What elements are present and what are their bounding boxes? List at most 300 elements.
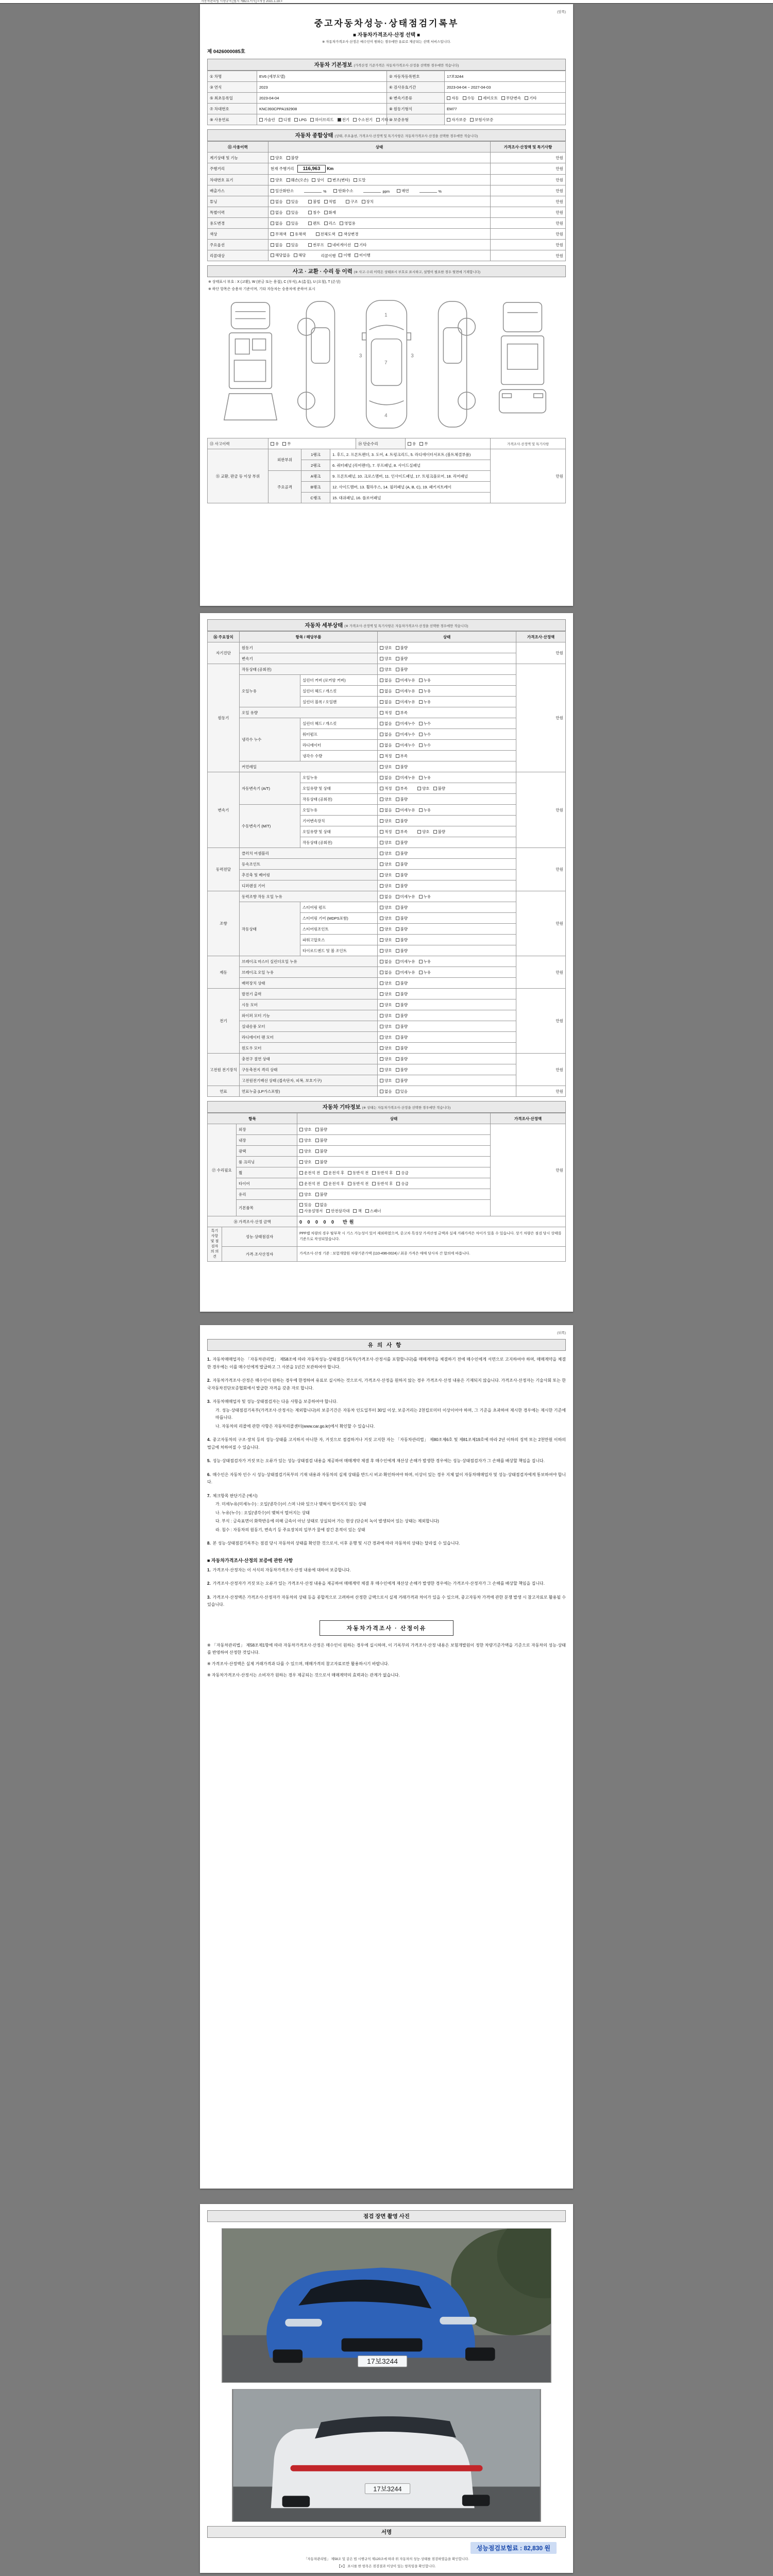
rank-name: 1랭크 (301, 449, 330, 460)
checkbox-icon (372, 1182, 376, 1185)
checkbox-label: 양호 (384, 1013, 392, 1018)
checkbox-label: 장치 (366, 199, 374, 204)
price-cell: 만원 (491, 175, 566, 185)
checkbox-option (396, 840, 408, 845)
row-state (378, 1054, 516, 1064)
checkbox-option (419, 894, 431, 900)
checkbox-label: 없음 (384, 807, 392, 812)
accident-history-row (208, 438, 566, 449)
notice-item: 1. 가격조사·산정자는 이 서식의 자동차가격조사·산정 내용에 대하여 보증합니다. (207, 1567, 351, 1572)
section-note: (※ 사고·수리 이력은 상태표시 부호로 표시하고, 설명이 필요한 경우 뒷면에 기재합니다) (354, 270, 480, 274)
checkbox-icon (380, 1014, 383, 1018)
checkbox-label: 없음 (275, 210, 283, 215)
checkbox-icon (396, 754, 399, 758)
checkbox-icon (396, 852, 399, 855)
notice-item: 1. 자동차매매업자는 「자동차관리법」 제58조에 따라 자동차성능·상태점검기록부(가격조사·산정서를 포함합니다)를 매매계약을 체결하기 전에 매수인에게 서면으로 고지하여야 하며, 매매계약을 체결한 경우에는 이를 매수인에게 발급하고 그 사본을 1년간 보관하여야 합니다. (207, 1357, 566, 1369)
checkbox-option (447, 117, 466, 123)
checkbox-icon (380, 733, 383, 736)
checkbox-icon (396, 1036, 399, 1039)
checkbox-option (396, 1002, 408, 1008)
checkbox-label: 해당없음 (275, 253, 290, 258)
notice-number: 7. (207, 1493, 211, 1498)
checkbox-label: 수동 (467, 95, 475, 100)
column-header: 상태 (268, 142, 491, 152)
row-label: 리콜대상 (208, 250, 268, 261)
row-label: 색상 (208, 229, 268, 240)
checkbox-label: 동반석 후 (377, 1181, 393, 1186)
checkbox-icon (396, 1182, 400, 1185)
checkbox-icon (380, 1003, 383, 1007)
checkbox-option (308, 221, 321, 226)
subitem-label: 작동상태 (공회전) (300, 794, 378, 805)
checkbox-option (346, 199, 358, 205)
field-value: KNC393CPPA192908 (257, 104, 387, 114)
checkbox-icon (380, 927, 383, 931)
price-cell: 만원 (491, 250, 566, 261)
checkbox-option (294, 117, 307, 123)
checkbox-option (396, 883, 408, 889)
car-diagram-left-side (288, 296, 349, 434)
checkbox-option (316, 231, 335, 237)
item-label: 자동변속기 (A/T) (240, 772, 300, 805)
checkbox-label: 없음 (320, 1202, 327, 1207)
car-diagrams (207, 296, 566, 434)
checkbox-label: 부족 (400, 710, 408, 715)
page-side: (뒤쪽) (557, 1331, 566, 1335)
notice-subitem: 가. 성능·상태점검기록부(가격조사·산정서는 제외합니다)의 보증기간은 자동차 인도일부터 30일 이상, 보증거리는 2천킬로미터 이상이어야 하며, 그 기준을 초과하여 제시한 경우에는 제시한 기준에 따릅니다. (215, 1408, 566, 1420)
checkbox-label: 양호 (384, 1056, 392, 1061)
basic-info-table (207, 71, 566, 125)
checkbox-option (380, 937, 392, 943)
checkbox-icon (353, 1209, 357, 1213)
checkbox-option (380, 1089, 392, 1094)
item-label: 윈도우 모터 (240, 1043, 378, 1054)
checkbox-label: 양호 (384, 872, 392, 877)
price-cell: 만원 (516, 956, 566, 989)
checkbox-option (380, 1045, 392, 1051)
checkbox-option (299, 1181, 320, 1187)
price-cell: 만원 (491, 152, 566, 163)
table-row (208, 218, 566, 229)
item-label: 발전기 출력 (240, 989, 378, 999)
wheel-right (465, 2347, 495, 2361)
checkbox-icon (419, 679, 423, 682)
row-state (268, 229, 491, 240)
price-cell: 만원 (516, 1054, 566, 1086)
checkbox-label: 누유 (423, 775, 431, 780)
checkbox-label: 없음 (384, 970, 392, 975)
checkbox-label: 있음 (400, 1089, 408, 1094)
checkbox-label: 양호 (384, 1067, 392, 1072)
checkbox-icon (396, 808, 399, 812)
column-header: ⑪ 사용이력 (208, 142, 268, 152)
table-row (208, 152, 566, 163)
checkbox-label: 세미오토 (483, 95, 498, 100)
checkbox-option (312, 177, 324, 183)
checkbox-icon (324, 222, 328, 225)
checkbox-icon (287, 156, 290, 160)
item-label: 변속기 (240, 653, 378, 664)
checkbox-option (380, 926, 392, 932)
section-title: 자동차 세부상태 (305, 622, 343, 629)
checkbox-label: 구조 (350, 199, 358, 204)
checkbox-label: 없음 (384, 1089, 392, 1094)
item-label: 구동축전지 격리 상태 (240, 1064, 378, 1075)
checkbox-icon (396, 1046, 399, 1050)
checkbox-label: 미세누유 (400, 894, 415, 899)
device-label: 고전원 전기장치 (208, 1054, 240, 1086)
checkbox-icon (380, 1046, 383, 1050)
checkbox-icon (299, 1203, 303, 1207)
section-title: 자동차 기본정보 (314, 62, 352, 68)
row-label: ⑬ 사고이력 (208, 438, 268, 449)
section-title: 사고 · 교환 · 수리 등 이력 (292, 268, 352, 275)
row-label: 광택 (237, 1146, 297, 1157)
checkbox-icon (380, 971, 383, 974)
checkbox-option (380, 894, 392, 900)
checkbox-label: 없음 (384, 742, 392, 748)
checkbox-label: 불량 (400, 861, 408, 867)
checkbox-icon (271, 156, 274, 160)
subitem-label: 스티어링조인트 (300, 924, 378, 935)
checkbox-label: 양호 (384, 883, 392, 888)
checkbox-icon (396, 1057, 399, 1061)
checkbox-option (287, 155, 299, 161)
checkbox-option (380, 742, 392, 748)
row-state (268, 250, 491, 261)
page-2 (200, 613, 573, 1312)
section-title: 자동차 종합상태 (295, 132, 333, 139)
checkbox-label: 일산화탄소 (275, 188, 294, 193)
checkbox-label: 적법 (328, 199, 336, 204)
checkbox-label: 불량 (400, 851, 408, 856)
checkbox-label: 양호 (384, 1024, 392, 1029)
section-header-etc (207, 1101, 566, 1113)
checkbox-icon (315, 1139, 319, 1142)
row-label: 차대번호 표기 (208, 175, 268, 185)
page-3 (200, 1325, 573, 2189)
price-guarantee-title: ■ 자동차가격조사·산정의 보증에 관한 사항 (207, 1557, 293, 1563)
checkbox-icon (376, 118, 380, 122)
item-label: 작동상태 (240, 902, 300, 956)
accident-history-table (207, 438, 566, 449)
checkbox-label: 양호 (384, 916, 392, 921)
column-header: 가격조사·산정액 (491, 1113, 566, 1124)
section-header-signature: 서명 (207, 2526, 566, 2538)
checkbox-label: 양호 (384, 818, 392, 823)
checkbox-label: 응급 (401, 1170, 409, 1175)
checkbox-label: 상이 (316, 177, 324, 182)
blank-field (304, 189, 322, 193)
item-label: 브레이크 오일 누유 (240, 967, 378, 978)
table-row (208, 250, 566, 261)
checkbox-icon (417, 787, 421, 790)
checkbox-option (380, 753, 392, 759)
checkbox-icon (380, 949, 383, 953)
item-label: 작동상태 (공회전) (240, 664, 378, 675)
notice-number: 8. (207, 1541, 211, 1546)
checkbox-label: 불량 (400, 645, 408, 650)
checkbox-icon (380, 960, 383, 963)
checkbox-icon (372, 1171, 376, 1175)
checkbox-option (299, 1170, 320, 1176)
checkbox-option (419, 721, 431, 726)
checkbox-option (380, 699, 392, 705)
checkbox-label: 불량 (400, 1045, 408, 1050)
checkbox-label: 미세누유 (400, 970, 415, 975)
notice-item: 5. 성능·상태점검자가 거짓 또는 오류가 있는 성능·상태점검 내용을 제공하여 매매계약 체결 후 매수인에게 재산상 손해가 발생한 경우에는 성능·상태점검자가 그 손해를 배상할 책임을 집니다. (207, 1459, 545, 1463)
rank-group: 주요골격 (268, 471, 301, 503)
checkbox-option (287, 199, 299, 205)
checkbox-option (396, 807, 415, 813)
diagram-number-trunk: 4 (384, 413, 388, 419)
checkbox-icon (380, 689, 383, 693)
checkbox-option (380, 959, 392, 964)
checkbox-icon (396, 689, 399, 693)
checkbox-option (396, 1170, 409, 1176)
checkbox-icon (271, 200, 274, 204)
notice-item: 2. 자동차가격조사·산정은 매수인이 원하는 경우에 한정하여 유료로 실시하는 것으로서, 가격조사·산정을 원하지 않는 경우 가격조사·산정 내용은 기재되지 않습니다. 가격조사·산정자는 기술사회 또는 한국자동차진단보증협회에서 발급한 자격을 갖춘 자로 합니다. (207, 1378, 566, 1391)
table-row (208, 196, 566, 207)
checkbox-label: 불량 (400, 796, 408, 802)
checkbox-icon (308, 243, 312, 247)
checkbox-option (396, 991, 408, 997)
checkbox-label: LPG (299, 117, 307, 122)
checkbox-option (501, 95, 521, 101)
subitem-label: 오일유량 및 상태 (300, 826, 378, 837)
field-label: ① 차명 (208, 71, 257, 82)
checkbox-label: 이행 (343, 253, 351, 258)
checkbox-option (380, 807, 392, 813)
checkbox-option (315, 1138, 328, 1143)
checkbox-label: 무 (287, 441, 291, 446)
notice-number: 1. (207, 1357, 211, 1362)
checkbox-option (279, 117, 291, 123)
checkbox-option (380, 948, 392, 954)
subitem-label: 실린더 헤드 / 개스킷 (300, 686, 378, 697)
checkbox-label: 적정 (384, 786, 392, 791)
overall-state-table (207, 141, 566, 261)
front-grille (342, 2338, 423, 2352)
checkbox-option (463, 95, 475, 101)
detail-state-table (207, 631, 566, 1097)
checkbox-option (396, 1035, 408, 1040)
checkbox-option (299, 1159, 312, 1165)
checkbox-option (380, 775, 392, 781)
checkbox-option (380, 1035, 392, 1040)
checkbox-label: 양호 (384, 905, 392, 910)
column-header: 상태 (297, 1113, 491, 1124)
checkbox-icon (419, 700, 423, 704)
checkbox-label: 침수 (313, 210, 321, 215)
checkbox-option (354, 177, 366, 183)
checkbox-label: 불량 (291, 155, 298, 160)
detail-row (208, 707, 566, 718)
price-cell: 만원 (491, 196, 566, 207)
field-label: ⑥ 변속기종류 (387, 93, 445, 104)
footer-line-1: 「자동차관리법」 제58조 및 같은 법 시행규칙 제120조에 따라 위 자동차의 성능·상태를 점검하였음을 확인합니다. (304, 2557, 469, 2561)
field-label: ② 자동차등록번호 (387, 71, 445, 82)
row-label: 기본품목 (237, 1200, 297, 1216)
row-state (378, 642, 516, 653)
checkbox-option (271, 199, 283, 205)
detail-row (208, 978, 566, 989)
checkbox-option (396, 677, 415, 683)
checkbox-icon (408, 442, 411, 446)
checkbox-label: 운전석 전 (304, 1181, 321, 1186)
checkbox-label: 변조(변타) (332, 177, 350, 182)
checkbox-option (271, 252, 290, 258)
column-header: 항목 / 해당부품 (240, 632, 378, 642)
checkbox-option (348, 1181, 368, 1187)
checkbox-icon (419, 689, 423, 693)
section-note: (※ 상태는 자동차가격조사·산정을 선택한 경우에만 적습니다) (362, 1106, 451, 1110)
checkbox-label: 적정 (384, 829, 392, 834)
row-state (268, 438, 356, 449)
checkbox-icon (299, 1128, 303, 1131)
column-header: 항목 (208, 1113, 297, 1124)
field-value: 17보3244 (445, 71, 566, 82)
checkbox-option (380, 991, 392, 997)
detail-row (208, 967, 566, 978)
notice-number: 1. (207, 1567, 211, 1572)
checkbox-option (396, 916, 408, 921)
checkbox-option (333, 188, 353, 194)
checkbox-label: 동반석 전 (352, 1181, 369, 1186)
checkbox-icon (396, 992, 399, 996)
checkbox-option (396, 645, 408, 651)
item-label: 냉각수 누수 (240, 718, 300, 761)
rank-items: 12. 사이드멤버, 13. 휠하우스, 14. 필러패널 (A, B, C), 19. 패키지트레이 (330, 482, 491, 493)
checkbox-option (396, 1067, 408, 1073)
row-state (268, 163, 491, 175)
checkbox-label: 양호 (384, 991, 392, 996)
taillight-bar (290, 2465, 482, 2471)
checkbox-option (287, 242, 299, 248)
checkbox-label: 불량 (400, 840, 408, 845)
checkbox-option (380, 829, 392, 835)
row-state (378, 686, 516, 697)
checkbox-option (380, 656, 392, 662)
checkbox-label: 양호 (422, 829, 430, 834)
inspection-photo-rear (232, 2389, 541, 2522)
car-diagram-rear-open-trunk (492, 296, 553, 434)
checkbox-option (372, 1181, 393, 1187)
checkbox-option (355, 252, 371, 258)
checkbox-icon (380, 852, 383, 855)
row-label: 유리 (237, 1189, 297, 1200)
subitem-label: 작동상태 (공회전) (300, 837, 378, 848)
row-state (268, 240, 491, 250)
table-header-row (208, 632, 566, 642)
checkbox-option (380, 710, 392, 716)
device-label: 변속기 (208, 772, 240, 848)
checkbox-icon (380, 798, 383, 801)
basic-info-row (208, 93, 566, 104)
row-state (297, 1135, 491, 1146)
checkbox-option (396, 753, 408, 759)
row-state (378, 805, 516, 816)
item-label: 라디에이터 팬 모터 (240, 1032, 378, 1043)
checkbox-option (419, 677, 431, 683)
checkbox-icon (338, 118, 341, 122)
subitem-label: 오일유량 및 상태 (300, 783, 378, 794)
row-state (378, 826, 516, 837)
checkbox-option (326, 1208, 349, 1214)
car-front-outline (224, 302, 277, 420)
checkbox-label: 운전석 후 (328, 1181, 345, 1186)
column-header: 가격조사·산정액 (516, 632, 566, 642)
checkbox-icon (326, 1209, 330, 1213)
checkbox-option (299, 1127, 312, 1132)
checkbox-icon (299, 1160, 303, 1164)
checkbox-option (380, 872, 392, 878)
checkbox-icon (396, 841, 399, 844)
checkbox-option (299, 1138, 312, 1143)
checkbox-option (299, 1202, 312, 1208)
section-title: 자동차 기타정보 (322, 1104, 361, 1110)
checkbox-label: 불량 (400, 872, 408, 877)
basic-info-row (208, 71, 566, 82)
checkbox-label: 누유 (423, 688, 431, 693)
diagram-number-door-left: 3 (359, 353, 362, 359)
checkbox-option (417, 829, 430, 835)
checkbox-icon (419, 743, 423, 747)
detail-row (208, 1032, 566, 1043)
checkbox-option (396, 872, 408, 878)
checkbox-option (340, 221, 356, 226)
checkbox-option (396, 1056, 408, 1062)
notice-item: 3. 자동차매매업자 및 성능·상태점검자는 다음 사항을 보증하여야 합니다. 가. 성능·상태점검기록부(가격조사·산정서는 제외합니다)의 보증기간은 자동차 인도일부터 30일 이상, 보증거리는 2천킬로미터 이상이어야 하며, 그 기준을 초과하여 제시한 경우에는 제시한 기준에 따릅니다. 나. 자동차의 리콜에 관한 사항은 자동차리콜센터(www.car.go.kr)에서 확인할 수 있습니다. (207, 1398, 566, 1430)
row-state (297, 1167, 491, 1178)
price-cell: 만원 (491, 163, 566, 175)
doc-title: 중고자동차성능·상태점검기록부 (314, 19, 459, 28)
row-label: 내장 (237, 1135, 297, 1146)
checkbox-icon (447, 118, 450, 122)
section-header-overall (207, 129, 566, 141)
checkbox-icon (271, 243, 274, 247)
section-header-notices: 유의사항 (207, 1339, 566, 1351)
checkbox-option (315, 1127, 328, 1132)
row-state (297, 1157, 491, 1167)
checkbox-label: 없음 (384, 688, 392, 693)
checkbox-icon (315, 1149, 319, 1153)
rank-name: 2랭크 (301, 460, 330, 471)
notice-number: 5. (207, 1459, 211, 1463)
row-state (378, 913, 516, 924)
checkbox-option (396, 1013, 408, 1019)
checkbox-icon (315, 1160, 319, 1164)
checkbox-icon (290, 232, 294, 236)
checkbox-icon (419, 733, 423, 736)
row-state (378, 978, 516, 989)
checkbox-option (419, 699, 431, 705)
checkbox-option (419, 732, 431, 737)
checkbox-option (396, 970, 415, 975)
subitem-label: 실린더 블록 / 오일팬 (300, 697, 378, 707)
rank-items: 15. 대쉬패널, 16. 플로어패널 (330, 493, 491, 503)
checkbox-option (287, 210, 299, 215)
notice-number: 2. (207, 1581, 211, 1586)
item-label: 실내송풍 모터 (240, 1021, 378, 1032)
checkbox-option (380, 818, 392, 824)
checkbox-option (308, 210, 321, 215)
checkbox-option (419, 688, 431, 694)
price-cell: 만원 (491, 185, 566, 196)
price-value: 0 0 0 0 0 만원 (297, 1216, 566, 1227)
checkbox-label: 없음 (384, 677, 392, 683)
doc-number: 제 0426000085호 (207, 49, 245, 55)
